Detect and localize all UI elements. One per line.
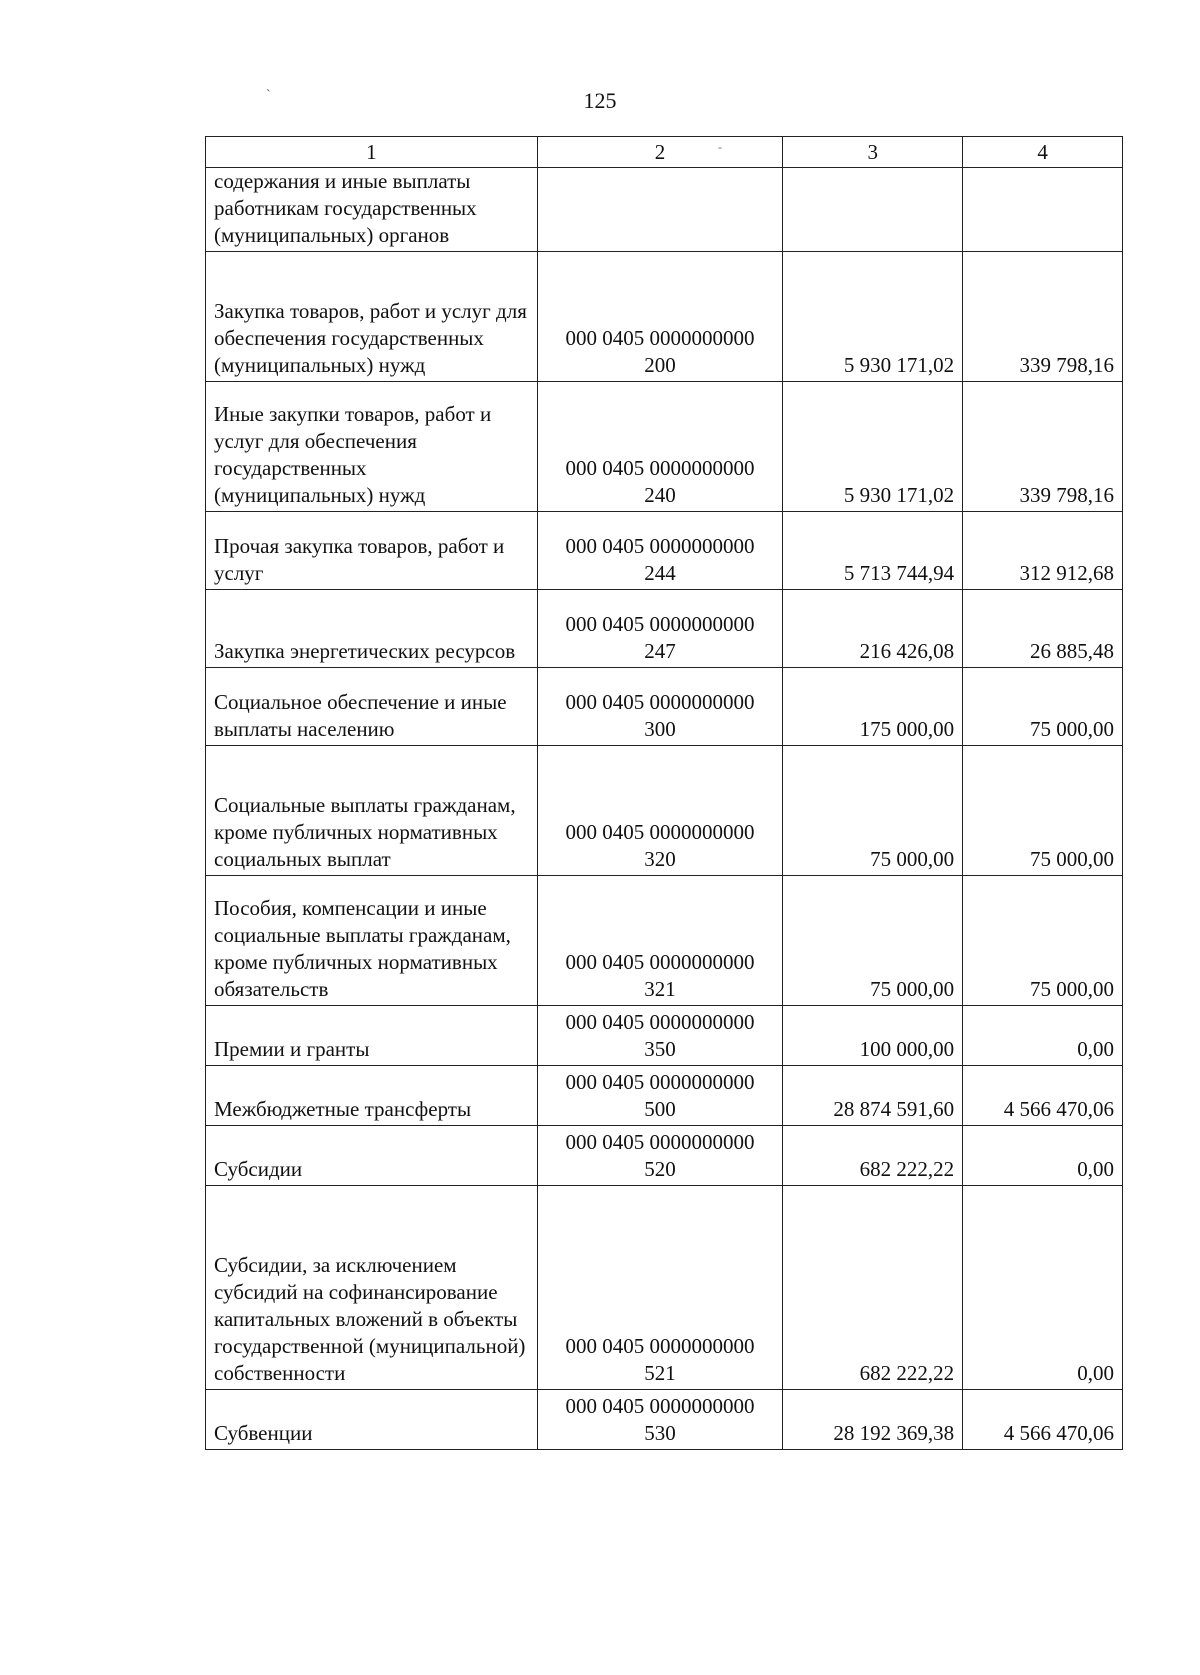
row-name-text: Иные закупки товаров, работ и услуг для обеспечения государственных (муниципальных) нужд <box>214 402 492 507</box>
row-code <box>537 512 783 590</box>
row-col3: 5 930 171,02 <box>783 252 963 382</box>
row-code <box>537 168 783 252</box>
row-col4: 75 000,00 <box>963 746 1123 876</box>
row-col3: 175 000,00 <box>783 668 963 746</box>
row-col3: 682 222,22 <box>783 1126 963 1186</box>
row-name-text: Закупка товаров, работ и услуг для обеспечения государственных (муниципальных) нужд <box>214 299 527 377</box>
stray-mark: ` <box>266 88 271 103</box>
row-code <box>537 876 783 1006</box>
table-row <box>206 590 1123 668</box>
column-header: 4 <box>963 137 1123 168</box>
row-name <box>206 252 538 382</box>
code-line: 500 <box>644 1097 676 1121</box>
column-header: 1 <box>206 137 538 168</box>
row-col3: 75 000,00 <box>783 876 963 1006</box>
table-row <box>206 1006 1123 1066</box>
row-name <box>206 876 538 1006</box>
table-row <box>206 1066 1123 1126</box>
code-line: 350 <box>644 1037 676 1061</box>
code-line: 300 <box>644 717 676 741</box>
row-col4: 75 000,00 <box>963 668 1123 746</box>
code-line: 521 <box>644 1361 676 1385</box>
row-name-text: Прочая закупка товаров, работ и услуг <box>214 534 505 585</box>
row-code <box>537 252 783 382</box>
row-col4 <box>963 168 1123 252</box>
row-name-text: Субвенции <box>214 1421 313 1445</box>
continuation-text: содержания и иные выплаты работникам государственных (муниципальных) органов <box>214 169 477 247</box>
page-number: 125 <box>583 88 617 113</box>
row-code <box>537 382 783 512</box>
row-code <box>537 1186 783 1390</box>
row-name-text: Пособия, компенсации и иные социальные выплаты гражданам, кроме публичных нормативных обязательств <box>214 896 511 1001</box>
code-line: 000 0405 0000000000 <box>565 326 755 350</box>
row-col4: 4 566 470,06 <box>963 1066 1123 1126</box>
code-line: 520 <box>644 1157 676 1181</box>
row-col4: 0,00 <box>963 1186 1123 1390</box>
row-col3: 5 713 744,94 <box>783 512 963 590</box>
row-col3: 28 874 591,60 <box>783 1066 963 1126</box>
code-line: 000 0405 0000000000 <box>565 820 755 844</box>
row-name <box>206 1006 538 1066</box>
row-col3: 682 222,22 <box>783 1186 963 1390</box>
row-col4: 75 000,00 <box>963 876 1123 1006</box>
row-col4: 312 912,68 <box>963 512 1123 590</box>
row-name-text: Субсидии <box>214 1157 303 1181</box>
code-line: 000 0405 0000000000 <box>565 690 755 714</box>
row-name <box>206 512 538 590</box>
row-code <box>537 590 783 668</box>
code-line: 240 <box>644 483 676 507</box>
row-name <box>206 746 538 876</box>
table-row <box>206 252 1123 382</box>
row-code <box>537 1006 783 1066</box>
column-header: 3 <box>783 137 963 168</box>
column-header: 2 <box>537 137 783 168</box>
code-line: 000 0405 0000000000 <box>565 1070 755 1094</box>
row-code <box>537 746 783 876</box>
row-col4: 0,00 <box>963 1006 1123 1066</box>
row-col3 <box>783 168 963 252</box>
row-name-text: Закупка энергетических ресурсов <box>214 639 516 663</box>
code-line: 000 0405 0000000000 <box>565 1334 755 1358</box>
row-col3: 100 000,00 <box>783 1006 963 1066</box>
table-row <box>206 1390 1123 1450</box>
code-line: 000 0405 0000000000 <box>565 1394 755 1418</box>
row-name <box>206 1126 538 1186</box>
row-name-text: Социальное обеспечение и иные выплаты населению <box>214 690 507 741</box>
row-name <box>206 1390 538 1450</box>
row-col4: 0,00 <box>963 1126 1123 1186</box>
row-name <box>206 1186 538 1390</box>
row-name <box>206 382 538 512</box>
code-line: 000 0405 0000000000 <box>565 1010 755 1034</box>
code-line: 321 <box>644 977 676 1001</box>
header-row <box>206 137 1123 168</box>
code-line: 000 0405 0000000000 <box>565 1130 755 1154</box>
row-col4: 4 566 470,06 <box>963 1390 1123 1450</box>
row-name-text: Премии и гранты <box>214 1037 370 1061</box>
row-name-text: Социальные выплаты гражданам, кроме публичных нормативных социальных выплат <box>214 793 516 871</box>
row-name <box>206 168 538 252</box>
table-row <box>206 876 1123 1006</box>
code-line: 530 <box>644 1421 676 1445</box>
code-line: 000 0405 0000000000 <box>565 534 755 558</box>
row-col4: 339 798,16 <box>963 382 1123 512</box>
row-code <box>537 1126 783 1186</box>
row-name <box>206 590 538 668</box>
row-code <box>537 1066 783 1126</box>
row-col3: 216 426,08 <box>783 590 963 668</box>
row-name-text: Субсидии, за исключением субсидий на софинансирование капитальных вложений в объекты государственной (муниципальной) собственности <box>214 1253 526 1385</box>
table-row <box>206 382 1123 512</box>
row-col3: 75 000,00 <box>783 746 963 876</box>
row-col4: 339 798,16 <box>963 252 1123 382</box>
row-name-text: Межбюджетные трансферты <box>214 1097 472 1121</box>
table-row <box>206 746 1123 876</box>
stray-mark: - <box>718 140 722 154</box>
table-row <box>206 168 1123 252</box>
row-name <box>206 1066 538 1126</box>
table-row <box>206 1126 1123 1186</box>
table-row <box>206 668 1123 746</box>
row-col3: 5 930 171,02 <box>783 382 963 512</box>
budget-table <box>205 136 1123 1450</box>
row-code <box>537 1390 783 1450</box>
code-line: 200 <box>644 353 676 377</box>
table-row <box>206 1186 1123 1390</box>
row-col3: 28 192 369,38 <box>783 1390 963 1450</box>
code-line: 000 0405 0000000000 <box>565 612 755 636</box>
code-line: 320 <box>644 847 676 871</box>
code-line: 247 <box>644 639 676 663</box>
code-line: 244 <box>644 561 676 585</box>
row-code <box>537 668 783 746</box>
code-line: 000 0405 0000000000 <box>565 456 755 480</box>
code-line: 000 0405 0000000000 <box>565 950 755 974</box>
row-col4: 26 885,48 <box>963 590 1123 668</box>
table-row <box>206 512 1123 590</box>
row-name <box>206 668 538 746</box>
